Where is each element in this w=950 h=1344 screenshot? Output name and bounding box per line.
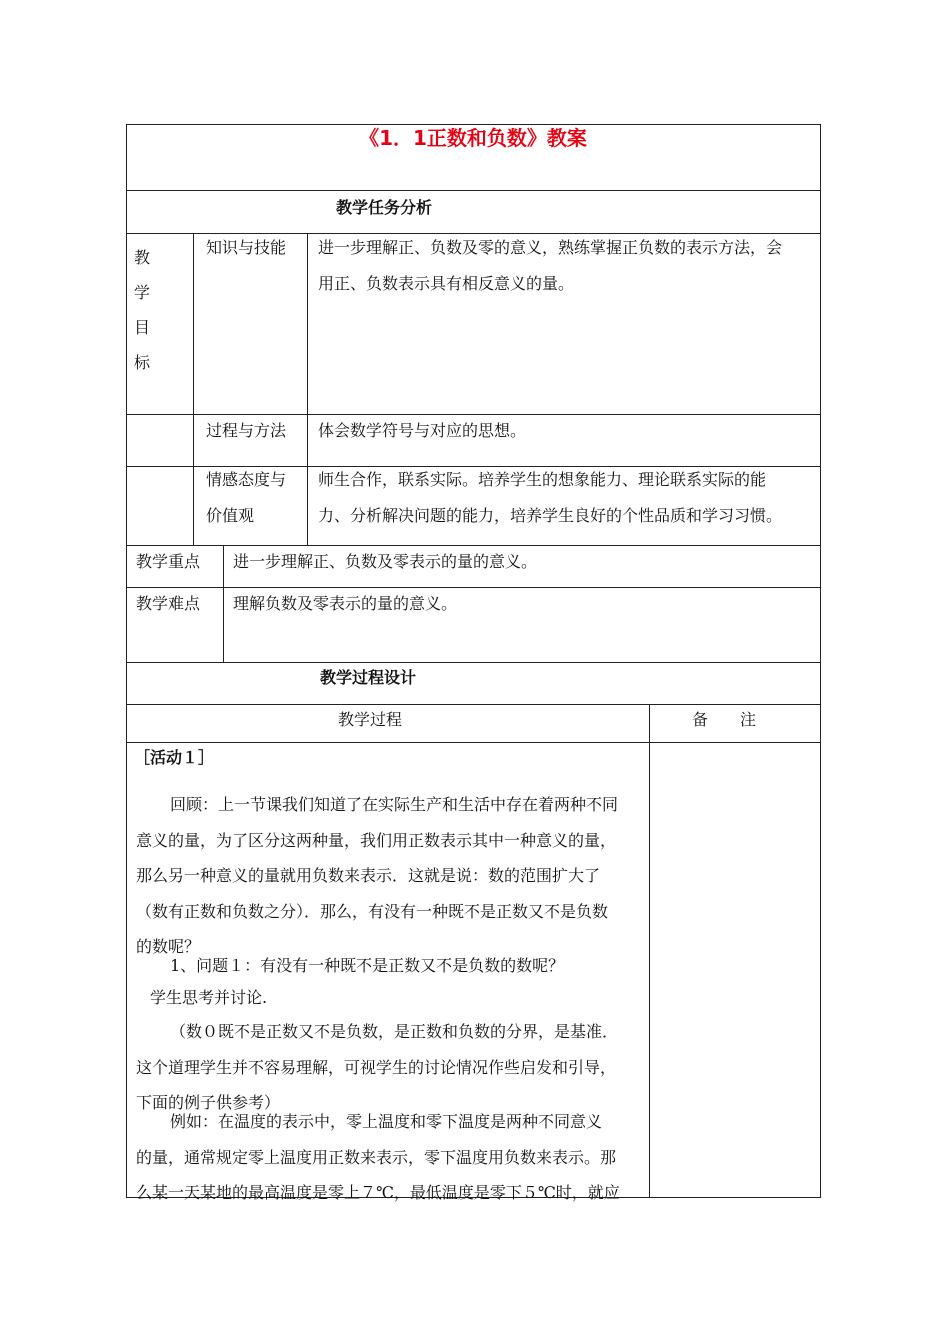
table-rule <box>307 233 308 546</box>
document-title: 《1．1正数和负数》教案 <box>359 126 587 150</box>
difficult-point-label: 教学难点 <box>136 594 201 613</box>
activity-question-1: 1、问题１：有没有一种既不是正数又不是负数的数呢？ <box>170 956 565 975</box>
category-knowledge-skills: 知识与技能 <box>206 238 287 257</box>
section-process-design: 教学过程设计 <box>320 668 417 687</box>
table-rule <box>193 233 194 546</box>
activity-student-discussion: 学生思考并讨论. <box>150 988 268 1007</box>
process-column-header: 教学过程 <box>338 710 403 729</box>
activity-paragraph-review: 回顾：上一节课我们知道了在实际生产和生活中存在着两种不同 意义的量，为了区分这两种量，我们用正数表示其中一种意义的量， 那么另一种意义的量就用负数来表示．这就是说：数的范围扩大了 （数有正数和负数之分）．那么，有没有一种既不是正数又不是负数 的数呢？ <box>136 795 619 956</box>
knowledge-skills-content: 进一步理解正、负数及零的意义，熟练掌握正负数的表示方法，会 用正、负数表示具有相反意义的量。 <box>318 238 783 293</box>
section-task-analysis: 教学任务分析 <box>336 198 433 217</box>
table-rule <box>126 587 821 588</box>
emotion-values-content: 师生合作，联系实际。培养学生的想象能力、理论联系实际的能 力、分析解决问题的能力，培养学生良好的个性品质和学习习惯。 <box>318 470 783 525</box>
objectives-label: 教 学 目 标 <box>134 248 151 372</box>
remarks-column-header: 备 注 <box>692 710 757 729</box>
table-rule <box>223 545 224 663</box>
activity-paragraph-example: 例如：在温度的表示中，零上温度和零下温度是两种不同意义 的量，通常规定零上温度用正数来表示，零下温度用负数来表示。那 么某一天某地的最高温度是零上７℃，最低温度是零下５℃时，就应 <box>136 1112 620 1202</box>
difficult-point-content: 理解负数及零表示的量的意义。 <box>233 594 458 613</box>
table-rule <box>126 662 821 663</box>
key-point-label: 教学重点 <box>136 552 201 571</box>
table-rule <box>126 414 821 415</box>
table-rule <box>126 190 821 191</box>
process-method-content: 体会数学符号与对应的思想。 <box>318 421 527 440</box>
table-rule <box>649 704 650 1198</box>
table-rule <box>126 704 821 705</box>
table-border-right <box>820 124 821 1198</box>
table-rule <box>126 545 821 546</box>
category-emotion-values: 情感态度与 价值观 <box>206 470 287 525</box>
activity-title: ［活动１］ <box>134 748 215 767</box>
key-point-content: 进一步理解正、负数及零表示的量的意义。 <box>233 552 538 571</box>
table-rule <box>126 742 821 743</box>
activity-paragraph-explanation: （数０既不是正数又不是负数，是正数和负数的分界，是基准． 这个道理学生并不容易理解，可视学生的讨论情况作些启发和引导， 下面的例子供参考） <box>136 1022 619 1112</box>
table-border-left <box>126 124 127 1198</box>
category-process-method: 过程与方法 <box>206 421 287 440</box>
